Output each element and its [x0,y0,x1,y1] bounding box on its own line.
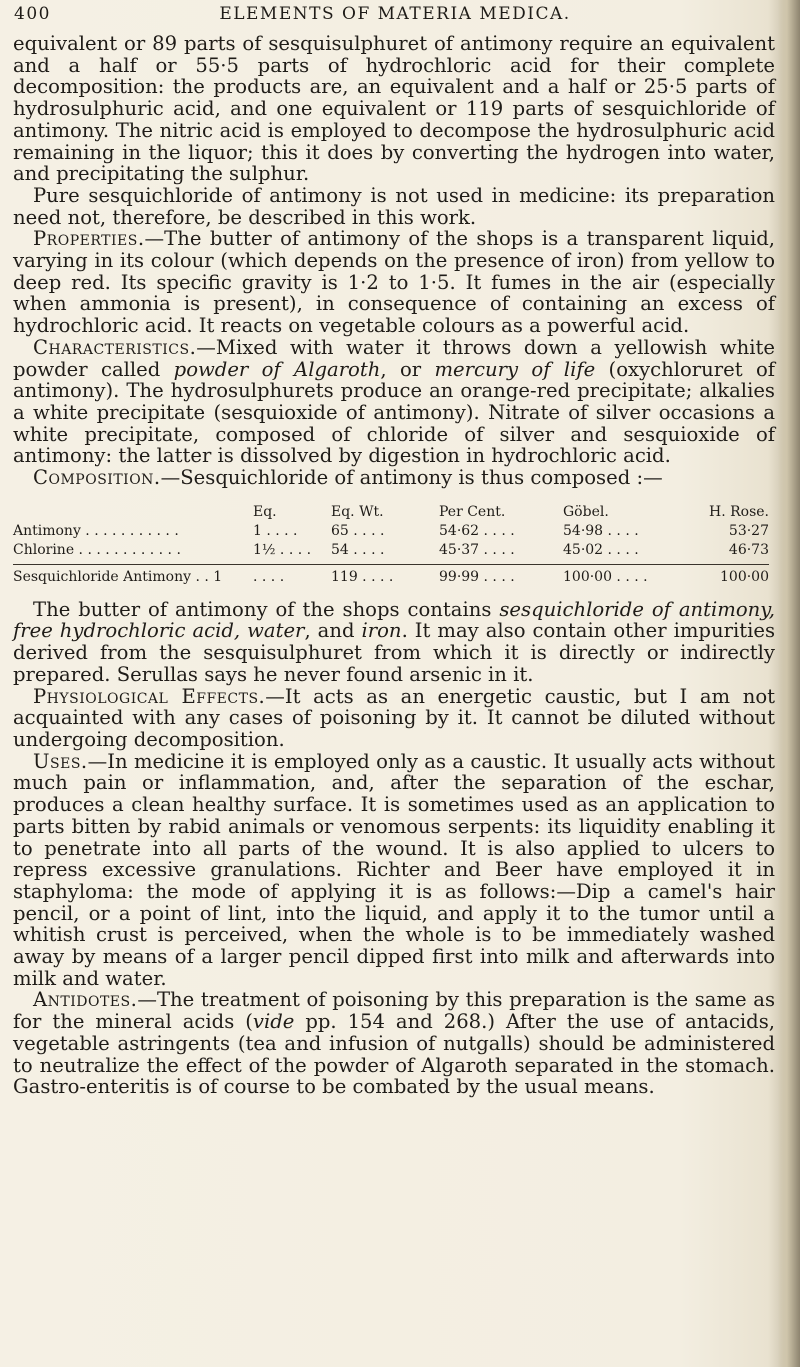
characteristics-italic-1: powder of Algaroth [173,357,381,381]
page-number: 400 [14,4,51,24]
physiological-text: —It acts as an energetic caustic, but I am not acquainted with any cases of poisoning by it. It cannot be diluted without undergoing decomposition. [13,684,776,751]
butter-italic-1: sesquichloride of antimony, free hydrochloric acid, water [13,597,775,643]
composition-table [13,503,775,587]
table-cell: 45·02 . . . . [563,541,639,558]
table-total-row [13,568,775,587]
table-header-cell: Per Cent. [439,503,506,520]
table-cell: 45·37 . . . . [439,541,515,558]
properties-text: —The butter of antimony of the shops is a transparent liquid, varying in its colour (which depends on the presence of iron) from yellow to deep red. Its specific gravity is 1·2 to 1·5. It fumes in the air (especially when ammonia is present), in consequence of containing an excess of hydrochloric acid. It reacts on vegetable colours as a powerful acid. [13,227,775,338]
table-cell: 46·73 [728,541,769,558]
paragraph-butter-of-antimony [13,599,775,686]
antidotes-text-2: pp. 154 and 268.) After the use of antacids, vegetable astringents (tea and infusion of nutgalls) should be administered to neutralize the effect of the powder of Algaroth separated in the stomach. Gastro-enteritis is of course to be combated by the usual means. [13,1010,775,1099]
table-header-cell: Eq. Wt. [331,503,384,520]
butter-text-1: The butter of antimony of the shops contains [33,597,500,621]
table-cell: 119 . . . . [331,568,394,585]
paragraph-properties [13,228,775,337]
characteristics-italic-2: mercury of life [434,357,596,381]
table-cell: 99·99 . . . . [439,568,515,585]
butter-text-3: . It may also contain other impurities derived from the sesquisulphuret from which it is directly or indirectly prepared. Serullas says he never found arsenic in it. [13,619,776,686]
table-cell: Antimony . . . . . . . . . . . [13,522,179,539]
running-header [14,4,776,26]
table-header-row [13,503,775,522]
paragraph-composition [13,467,775,489]
paragraph-physiological-effects [13,686,775,751]
table-cell: 54·62 . . . . [439,522,515,539]
characteristics-heading: Characteristics. [33,335,197,359]
paragraph-pure-sesquichloride: Pure sesquichloride of antimony is not used in medicine: its preparation need not, therefore, be described in this work. [13,183,775,229]
uses-text: —In medicine it is employed only as a caustic. It usually acts without much pain or inflammation, and, after the separation of the eschar, produces a clean healthy surface. It is sometimes used as an application to parts bitten by rabid animals or venomous serpents: its liquidity enabling it to penetrate into all parts of the wound. It is also applied to ulcers to repress excessive granulations. Richter and Beer have employed it in staphyloma: the mode of applying it is as follows:—Dip a camel's hair pencil, or a point of lint, into the liquid, and apply it to the tumor until a whitish crust is perceived, when the whole is to be immediately washed away by means of a larger pencil dipped first into milk and afterwards into milk and water. [13,749,775,990]
table-cell: Chlorine . . . . . . . . . . . . [13,541,181,558]
antidotes-text-1: —The treatment of poisoning by this preparation is the same as for the mineral acids ( [13,988,775,1034]
butter-text-2: , and [304,619,362,643]
physiological-heading: Physiological Effects. [33,684,266,708]
table-header-cell [13,503,253,522]
uses-heading: Uses. [33,749,88,773]
table-cell: 1½ . . . . [253,541,312,558]
paragraph-continuation: equivalent or 89 parts of sesquisulphuret of antimony require an equivalent and a half or 55·5 parts of hydrochloric acid for their complete decomposition: the products are, an equivalent and a half or 25·5 parts of hydrosulphuric acid, and one equivalent or 119 parts of sesquichloride of antimony. The nitric acid is employed to decompose the hydrosulphuric acid remaining in the liquor; this it does by converting the hydrogen into water, and precipitating the sulphur. [13,32,775,186]
paragraph-characteristics [13,337,775,467]
table-header-cell: H. Rose. [709,503,769,520]
paragraph-uses [13,751,775,990]
characteristics-text-2: , or [380,357,435,381]
characteristics-text-3: (oxychloruret of antimony). The hydrosulphurets produce an orange-red precipitate; alkalies a white precipitate (sesquioxide of antimony). Nitrate of silver occasions a white precipitate, composed of chloride of silver and sesquioxide of antimony: the latter is dissolved by digestion in hydrochloric acid. [13,357,775,468]
properties-heading: Properties. [33,227,145,251]
page-edge-shadow [778,0,800,1367]
composition-text: —Sesquichloride of antimony is thus composed :— [160,466,663,490]
table-cell: 54 . . . . [331,541,385,558]
table-cell: 65 . . . . [331,522,385,539]
table-cell: 100·00 [720,568,769,585]
table-cell: 53·27 [728,522,769,539]
paragraph-antidotes [13,989,775,1098]
table-header-cell: Göbel. [563,503,609,520]
butter-italic-2: iron [361,619,402,643]
table-cell: Sesquichloride Antimony . . 1 [13,568,223,585]
antidotes-heading: Antidotes. [33,988,138,1012]
table-row [13,541,775,560]
composition-heading: Composition. [33,466,161,490]
table-row [13,522,775,541]
table-header-cell: Eq. [253,503,277,520]
characteristics-text-1: —Mixed with water it throws down a yellowish white powder called [13,335,775,381]
table-cell: 1 . . . . [253,522,298,539]
body-text [13,33,775,1098]
table-cell: . . . . [253,568,285,585]
table-cell: 100·00 . . . . [563,568,648,585]
running-title: ELEMENTS OF MATERIA MEDICA. [219,4,571,24]
table-cell: 54·98 . . . . [563,522,639,539]
table-rule [13,564,769,565]
antidotes-italic-1: vide [252,1010,295,1034]
